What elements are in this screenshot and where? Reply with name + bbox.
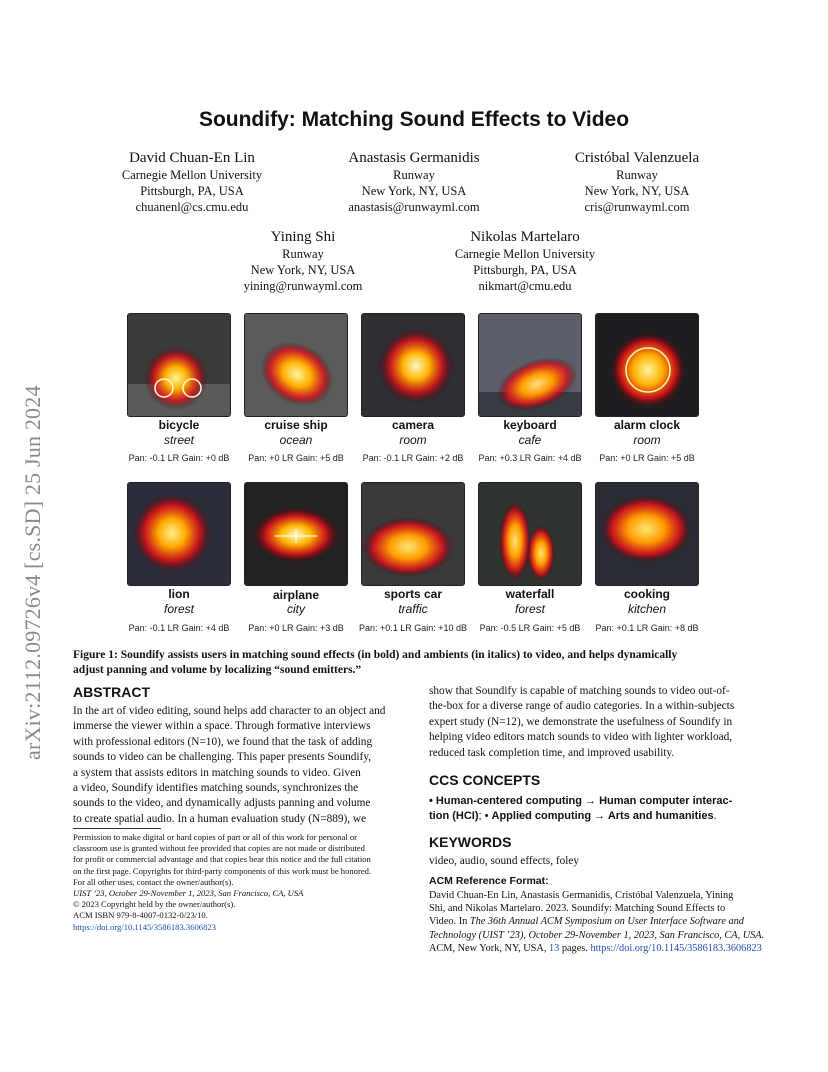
pan-gain-label: Pan: -0.1 LR Gain: +4 dB — [128, 623, 230, 633]
abstract-line: immerse the viewer within a space. Through formative interviews — [73, 720, 371, 733]
abstract-text — [73, 704, 405, 827]
author-location: New York, NY, USA — [361, 184, 467, 198]
figure-caption — [73, 648, 759, 678]
author-name: Cristóbal Valenzuela — [574, 150, 700, 166]
heatmap-thumbnail-cooking — [595, 482, 699, 586]
author-name: Yining Shi — [270, 229, 336, 245]
author-name: Anastasis Germanidis — [348, 150, 480, 166]
heatmap-thumbnail-waterfall — [478, 482, 582, 586]
ambient-label: kitchen — [627, 602, 667, 616]
author-affiliation: Carnegie Mellon University — [121, 168, 263, 182]
abstract-line: sounds to the video, and dynamically adjusts panning and volume — [73, 797, 371, 810]
pan-gain-label: Pan: -0.5 LR Gain: +5 dB — [479, 623, 581, 633]
caption-line: Figure 1: Soundify assists users in matching sound effects (in bold) and ambients (in italics) to video, and helps dynamically — [73, 649, 678, 661]
sound-effect-label: cruise ship — [264, 418, 328, 432]
abstract-line: In the art of video editing, sound helps add character to an object and — [73, 705, 386, 717]
heatmap-thumbnail-cruise-ship — [244, 313, 348, 417]
abstract-line: the-box for a diverse range of audio categories. In a within-subjects — [429, 700, 735, 713]
abstract-heading: ABSTRACT — [73, 684, 150, 700]
author-block — [183, 228, 423, 294]
author-block — [517, 149, 757, 215]
author-block — [72, 149, 312, 215]
footnote-rule — [73, 828, 161, 829]
heatmap-thumbnail-lion — [127, 482, 231, 586]
sound-effect-label: cooking — [623, 587, 670, 601]
pan-gain-label: Pan: +0.1 LR Gain: +10 dB — [358, 623, 468, 633]
sound-effect-label: airplane — [272, 588, 320, 602]
ambient-label: cafe — [518, 433, 542, 447]
author-location: New York, NY, USA — [250, 263, 356, 277]
ambient-label: room — [633, 433, 661, 447]
sound-effect-label: camera — [391, 418, 435, 432]
abstract-continued — [429, 684, 761, 761]
reference-format — [429, 889, 765, 955]
copyright-line: © 2023 Copyright held by the owner/author(s). — [73, 899, 236, 910]
author-name: Nikolas Martelaro — [470, 229, 580, 245]
ccs-line: • Human-centered computing → Human computer interac- — [429, 795, 733, 807]
reference-text: ACM, New York, NY, USA, — [429, 942, 549, 954]
author-email: yining@runwayml.com — [243, 279, 363, 293]
pan-gain-label: Pan: -0.1 LR Gain: +2 dB — [362, 453, 464, 463]
pan-gain-label: Pan: +0.3 LR Gain: +4 dB — [478, 453, 582, 463]
pan-gain-label: Pan: -0.1 LR Gain: +0 dB — [128, 453, 230, 463]
isbn-line: ACM ISBN 979-8-4007-0132-0/23/10. — [73, 910, 208, 921]
pan-gain-label: Pan: +0 LR Gain: +5 dB — [248, 453, 344, 463]
abstract-line: helping video editors match sounds to video with lighter workload, — [429, 731, 733, 744]
arxiv-stamp: arXiv:2112.09726v4 [cs.SD] 25 Jun 2024 — [20, 385, 45, 760]
heatmap-thumbnail-camera — [361, 313, 465, 417]
reference-venue: The 36th Annual ACM Symposium on User Interface Software and — [469, 916, 744, 928]
permission-line: on the first page. Copyrights for third-party components of this work must be honored. — [73, 865, 372, 876]
keywords-heading: KEYWORDS — [429, 834, 512, 850]
sound-effect-label: keyboard — [503, 418, 557, 432]
reference-line: David Chuan-En Lin, Anastasis Germanidis, Cristóbal Valenzuela, Yining — [429, 890, 734, 901]
permission-line: For all other uses, contact the owner/author(s). — [73, 876, 234, 887]
paper-title: Soundify: Matching Sound Effects to Video — [198, 108, 630, 131]
permission-notice — [73, 832, 403, 933]
sound-effect-label: alarm clock — [613, 418, 681, 432]
ccs-heading: CCS CONCEPTS — [429, 772, 541, 788]
pan-gain-label: Pan: +0 LR Gain: +3 dB — [248, 623, 344, 633]
abstract-line: a system that assists editors in matching sounds to video. Given — [73, 766, 361, 779]
abstract-line: reduced task completion time, and improved usability. — [429, 746, 675, 759]
author-location: Pittsburgh, PA, USA — [473, 263, 577, 277]
reference-line: Shi, and Nikolas Martelaro. 2023. Soundify: Matching Sound Effects to — [429, 903, 726, 915]
reference-heading: ACM Reference Format: — [429, 875, 549, 887]
heatmap-thumbnail-alarm-clock — [595, 313, 699, 417]
author-affiliation: Runway — [616, 168, 658, 182]
permission-line: Permission to make digital or hard copies of part or all of this work for personal or — [73, 832, 358, 842]
pan-gain-label: Pan: +0.1 LR Gain: +8 dB — [595, 623, 699, 633]
pages-link[interactable]: 13 — [548, 942, 560, 954]
author-affiliation: Runway — [282, 247, 324, 261]
pan-gain-label: Pan: +0 LR Gain: +5 dB — [599, 453, 695, 463]
abstract-line: expert study (N=12), we demonstrate the usefulness of Soundify in — [429, 715, 733, 728]
sound-effect-label: lion — [168, 587, 190, 601]
author-location: New York, NY, USA — [584, 184, 690, 198]
doi-link[interactable]: https://doi.org/10.1145/3586183.3606823 — [73, 921, 216, 932]
ccs-concepts — [429, 794, 761, 824]
permission-line: classroom use is granted without fee provided that copies are not made or distributed — [73, 843, 365, 854]
caption-line: adjust panning and volume by localizing “sound emitters.” — [73, 664, 362, 676]
ambient-label: traffic — [398, 602, 428, 616]
author-block — [294, 149, 534, 215]
sound-effect-label: sports car — [383, 587, 443, 601]
sound-effect-label: bicycle — [158, 418, 200, 432]
author-email: chuanenl@cs.cmu.edu — [135, 200, 249, 214]
author-affiliation: Carnegie Mellon University — [454, 247, 596, 261]
abstract-line: show that Soundify is capable of matching sounds to video out-of- — [429, 685, 730, 697]
author-block — [405, 228, 645, 294]
reference-venue: Technology (UIST ’23), October 29-November 1, 2023, San Francisco, CA, USA. — [429, 929, 765, 941]
reference-text: Video. In — [429, 916, 470, 928]
ccs-term: Applied computing → Arts and humanities — [491, 810, 714, 822]
ambient-label: city — [287, 602, 305, 616]
abstract-line: a video, Soundify identifies matching sounds, synchronizes the — [73, 782, 359, 795]
heatmap-thumbnail-keyboard — [478, 313, 582, 417]
ambient-label: street — [163, 433, 194, 447]
ccs-end: . — [713, 810, 717, 822]
ambient-label: room — [399, 433, 427, 447]
reference-text: pages. — [559, 942, 591, 954]
author-email: cris@runwayml.com — [584, 200, 690, 214]
heatmap-thumbnail-airplane — [244, 482, 348, 586]
abstract-line: with professional editors (N=10), we found that the task of adding — [73, 735, 373, 748]
author-email: anastasis@runwayml.com — [348, 200, 480, 214]
author-affiliation: Runway — [393, 168, 435, 182]
ccs-separator: ; • — [478, 810, 492, 822]
keywords-text: video, audio, sound effects, foley — [429, 855, 580, 867]
ambient-label: forest — [163, 602, 194, 616]
author-location: Pittsburgh, PA, USA — [140, 184, 244, 198]
ambient-label: ocean — [279, 433, 313, 447]
permission-line: for profit or commercial advantage and that copies bear this notice and the full citation — [73, 854, 371, 865]
abstract-line: to create spatial audio. In a human evaluation study (N=889), we — [73, 812, 367, 825]
abstract-line: sounds to video can be challenging. This paper presents Soundify, — [73, 751, 372, 764]
venue-line: UIST ’23, October 29-November 1, 2023, San Francisco, CA, USA — [73, 888, 304, 899]
author-name: David Chuan-En Lin — [129, 150, 255, 166]
ambient-label: forest — [514, 602, 545, 616]
author-email: nikmart@cmu.edu — [478, 279, 572, 293]
ccs-term: tion (HCI) — [429, 810, 479, 822]
heatmap-thumbnail-sports-car — [361, 482, 465, 586]
heatmap-thumbnail-bicycle — [127, 313, 231, 417]
reference-doi-link[interactable]: https://doi.org/10.1145/3586183.3606823 — [590, 942, 762, 954]
sound-effect-label: waterfall — [505, 587, 555, 601]
